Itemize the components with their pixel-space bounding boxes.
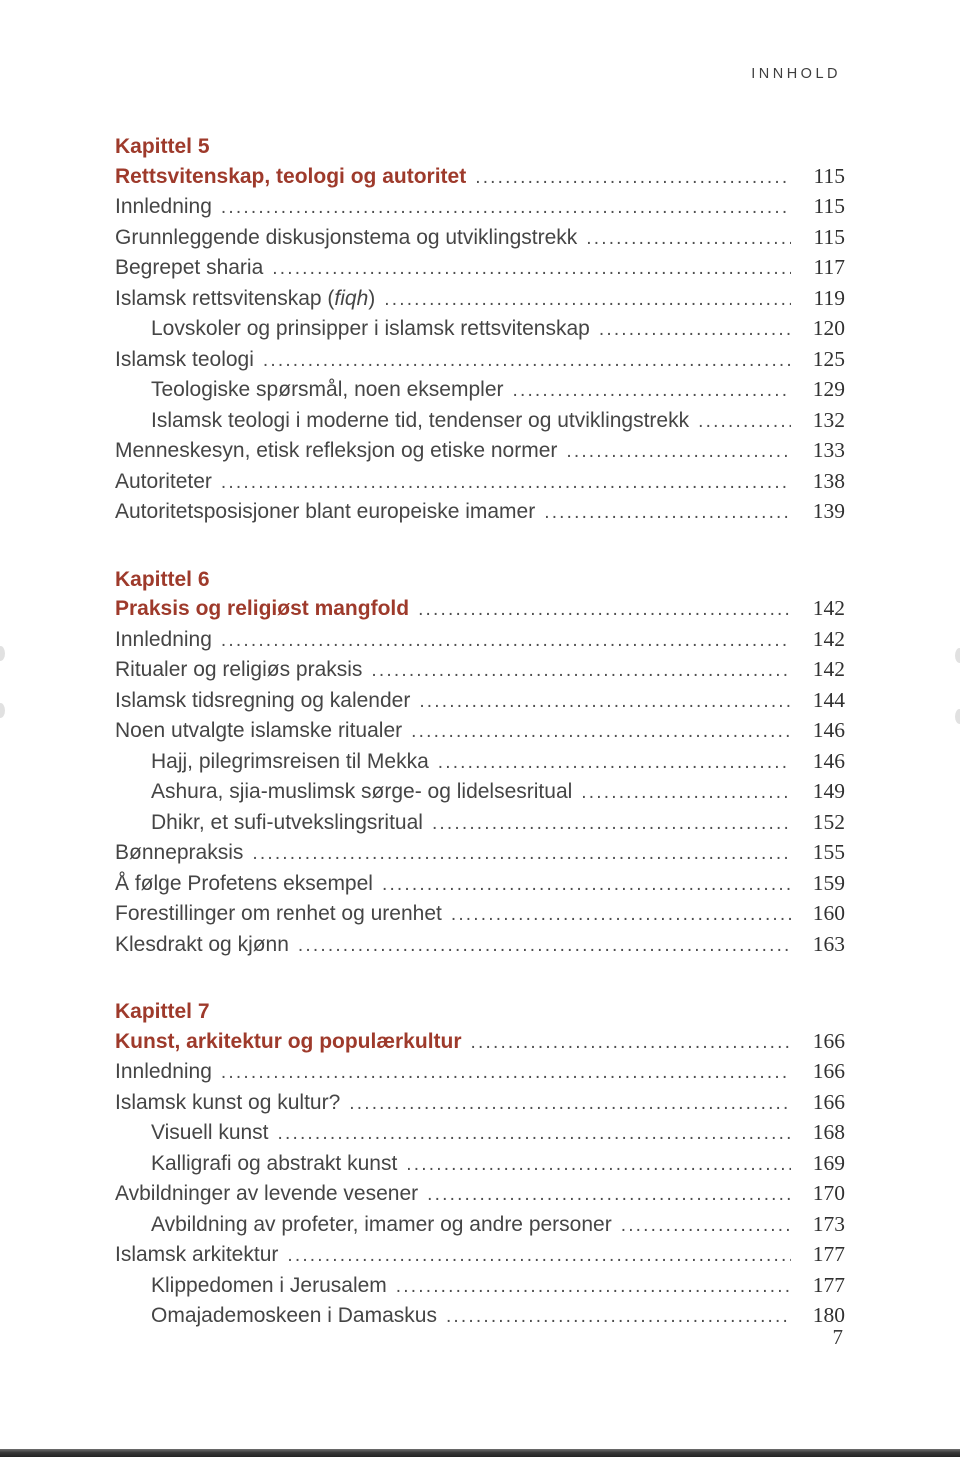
- dot-leader: [221, 625, 791, 656]
- toc-entry: [115, 345, 845, 376]
- dot-leader: [427, 1179, 791, 1210]
- dot-leader: [221, 467, 791, 498]
- entry-title: Avbildninger av levende vesener: [115, 1182, 419, 1205]
- entry-page-number: 146: [812, 718, 845, 742]
- toc-entry: [115, 747, 845, 778]
- entry-title: Autoriteter: [115, 469, 212, 493]
- dot-leader: [382, 869, 791, 900]
- entry-page-number: 119: [813, 285, 845, 310]
- entry-page-number: 177: [812, 1242, 845, 1266]
- chapter-title-row: [115, 1027, 845, 1058]
- toc-entry: [115, 223, 845, 254]
- toc-entry: [115, 716, 845, 747]
- dot-leader: [406, 1149, 791, 1180]
- entry-page-number: 180: [812, 1303, 845, 1327]
- entry-title: Begrepet sharia: [115, 256, 264, 279]
- entry-title-segment: fiqh: [334, 286, 369, 310]
- chapter-title: Rettsvitenskap, teologi og autoritet: [115, 164, 467, 188]
- dot-leader: [621, 1210, 791, 1241]
- toc-entry: [115, 406, 845, 437]
- dot-leader: [544, 497, 791, 528]
- toc-entry: [115, 899, 845, 930]
- dot-leader: [446, 1301, 791, 1332]
- chapter-entries: [115, 625, 845, 961]
- toc-entry: [115, 777, 845, 808]
- entry-title: Islamsk tidsregning og kalender: [115, 688, 411, 712]
- chapter-title-row: [115, 594, 845, 625]
- entry-title: Visuell kunst: [151, 1121, 269, 1144]
- toc-entry: [115, 467, 845, 498]
- entry-page-number: 117: [813, 255, 845, 279]
- entry-title: Å følge Profetens eksempel: [115, 871, 373, 895]
- entry-page-number: 129: [812, 377, 845, 401]
- entry-title: Bønnepraksis: [115, 841, 244, 864]
- entry-page-number: 139: [812, 499, 845, 523]
- entry-page-number: 177: [812, 1272, 845, 1297]
- entry-title: Kalligrafi og abstrakt kunst: [151, 1151, 398, 1175]
- dot-leader: [475, 162, 791, 193]
- dot-leader: [513, 375, 792, 406]
- chapter-label: Kapittel 6: [115, 567, 210, 591]
- toc-entry: [115, 1240, 845, 1271]
- entry-title: Innledning: [115, 1060, 212, 1083]
- chapter-page-number: 115: [813, 163, 845, 188]
- entry-page-number: 138: [812, 468, 845, 493]
- toc-entry: [115, 1210, 845, 1241]
- right-edge-artifact: [955, 648, 960, 663]
- entry-page-number: 142: [812, 657, 845, 681]
- chapter-page-number: 166: [812, 1028, 845, 1053]
- entry-title: Avbildning av profeter, imamer og andre personer: [151, 1212, 612, 1236]
- entry-title: [115, 284, 375, 314]
- entry-page-number: 115: [813, 224, 845, 249]
- entry-page-number: 142: [812, 626, 845, 651]
- dot-leader: [438, 747, 791, 778]
- toc-entry: [115, 686, 845, 717]
- toc-entry: [115, 930, 845, 961]
- toc-entry: [115, 1301, 845, 1332]
- entry-page-number: 166: [812, 1089, 845, 1114]
- entry-title: Islamsk arkitektur: [115, 1243, 279, 1266]
- dot-leader: [221, 1057, 791, 1088]
- entry-title: Ritualer og religiøs praksis: [115, 658, 363, 681]
- entry-title: Lovskoler og prinsipper i islamsk rettsvitenskap: [151, 317, 590, 340]
- entry-page-number: 155: [812, 840, 845, 864]
- entry-title: Klippedomen i Jerusalem: [151, 1273, 387, 1297]
- dot-leader: [252, 838, 791, 869]
- chapter-entries: [115, 192, 845, 528]
- chapter-title: Kunst, arkitektur og populærkultur: [115, 1029, 462, 1053]
- entry-page-number: 173: [812, 1211, 845, 1236]
- chapter-label: Kapittel 5: [115, 135, 210, 158]
- toc-chapter: [115, 132, 845, 528]
- entry-title: Innledning: [115, 627, 212, 651]
- chapter-page-number: 142: [812, 596, 845, 620]
- dot-leader: [272, 253, 791, 284]
- right-edge-artifact: [955, 709, 960, 724]
- entry-page-number: 170: [812, 1181, 845, 1205]
- entry-title: Teologiske spørsmål, noen eksempler: [151, 378, 504, 401]
- dot-leader: [287, 1240, 791, 1271]
- entry-title: Islamsk kunst og kultur?: [115, 1090, 341, 1114]
- entry-title: Autoritetsposisjoner blant europeiske imamer: [115, 500, 536, 523]
- toc-entry: [115, 436, 845, 467]
- toc-chapter: [115, 565, 845, 961]
- toc-entry: [115, 1179, 845, 1210]
- entry-page-number: 115: [813, 194, 845, 218]
- toc-entry: [115, 192, 845, 223]
- dot-leader: [451, 899, 791, 930]
- entry-title: Omajademoskeen i Damaskus: [151, 1304, 437, 1327]
- toc-entry: [115, 625, 845, 656]
- entry-page-number: 160: [812, 901, 845, 925]
- dot-leader: [396, 1271, 791, 1302]
- toc-entry: [115, 1088, 845, 1119]
- dot-leader: [599, 314, 791, 345]
- toc-entry: [115, 253, 845, 284]
- dot-leader: [278, 1118, 791, 1149]
- left-edge-artifact: [0, 646, 5, 661]
- toc-entry: [115, 1149, 845, 1180]
- chapter-label: Kapittel 7: [115, 1000, 210, 1023]
- entry-title: Hajj, pilegrimsreisen til Mekka: [151, 749, 429, 773]
- entry-title-segment: Islamsk rettsvitenskap (: [115, 286, 335, 310]
- entry-page-number: 152: [812, 809, 845, 834]
- toc-entry: [115, 314, 845, 345]
- entry-title-segment: ): [368, 286, 376, 310]
- dot-leader: [586, 223, 791, 254]
- dot-leader: [581, 777, 791, 808]
- left-edge-artifact: [0, 703, 5, 718]
- folio-page-number: 7: [832, 1325, 843, 1349]
- toc-entry: [115, 1118, 845, 1149]
- dot-leader: [411, 716, 791, 747]
- toc-entry: [115, 869, 845, 900]
- entry-title: Innledning: [115, 195, 212, 218]
- toc-chapter: [115, 997, 845, 1332]
- chapter-title-row: [115, 162, 845, 193]
- entry-title: Ashura, sjia-muslimsk sørge- og lidelsesritual: [151, 780, 573, 803]
- entry-page-number: 125: [812, 346, 845, 371]
- table-of-contents: [115, 132, 845, 1369]
- chapter-entries: [115, 1057, 845, 1332]
- dot-leader: [263, 345, 791, 376]
- entry-title: Dhikr, et sufi-utvekslingsritual: [151, 810, 423, 834]
- entry-page-number: 166: [812, 1059, 845, 1083]
- chapter-title: Praksis og religiøst mangfold: [115, 597, 410, 620]
- toc-entry: [115, 1271, 845, 1302]
- dot-leader: [298, 930, 791, 961]
- dot-leader: [371, 655, 791, 686]
- toc-entry: [115, 284, 845, 315]
- entry-title: Islamsk teologi: [115, 347, 254, 371]
- entry-page-number: 146: [812, 748, 845, 773]
- dot-leader: [566, 436, 791, 467]
- toc-entry: [115, 1057, 845, 1088]
- entry-page-number: 120: [812, 316, 845, 340]
- entry-title: Menneskesyn, etisk refleksjon og etiske normer: [115, 439, 558, 462]
- toc-entry: [115, 808, 845, 839]
- entry-title: Grunnleggende diskusjonstema og utviklingstrekk: [115, 225, 578, 249]
- running-head: INNHOLD: [751, 66, 841, 82]
- bottom-edge-bar: [0, 1449, 960, 1457]
- entry-title: Forestillinger om renhet og urenhet: [115, 902, 442, 925]
- dot-leader: [432, 808, 791, 839]
- dot-leader: [384, 284, 791, 315]
- dot-leader: [418, 594, 791, 625]
- dot-leader: [419, 686, 791, 717]
- entry-title: Islamsk teologi i moderne tid, tendenser og utviklingstrekk: [151, 408, 690, 432]
- entry-page-number: 144: [812, 687, 845, 712]
- entry-title: Noen utvalgte islamske ritualer: [115, 719, 403, 742]
- entry-page-number: 169: [812, 1150, 845, 1175]
- toc-entry: [115, 375, 845, 406]
- entry-page-number: 133: [812, 438, 845, 462]
- entry-page-number: 149: [812, 779, 845, 803]
- entry-page-number: 132: [812, 407, 845, 432]
- dot-leader: [471, 1027, 791, 1058]
- dot-leader: [349, 1088, 791, 1119]
- toc-entry: [115, 497, 845, 528]
- entry-page-number: 163: [812, 931, 845, 956]
- toc-entry: [115, 655, 845, 686]
- dot-leader: [221, 192, 791, 223]
- entry-page-number: 168: [812, 1120, 845, 1144]
- toc-entry: [115, 838, 845, 869]
- entry-page-number: 159: [812, 870, 845, 895]
- entry-title: Klesdrakt og kjønn: [115, 932, 289, 956]
- dot-leader: [698, 406, 791, 437]
